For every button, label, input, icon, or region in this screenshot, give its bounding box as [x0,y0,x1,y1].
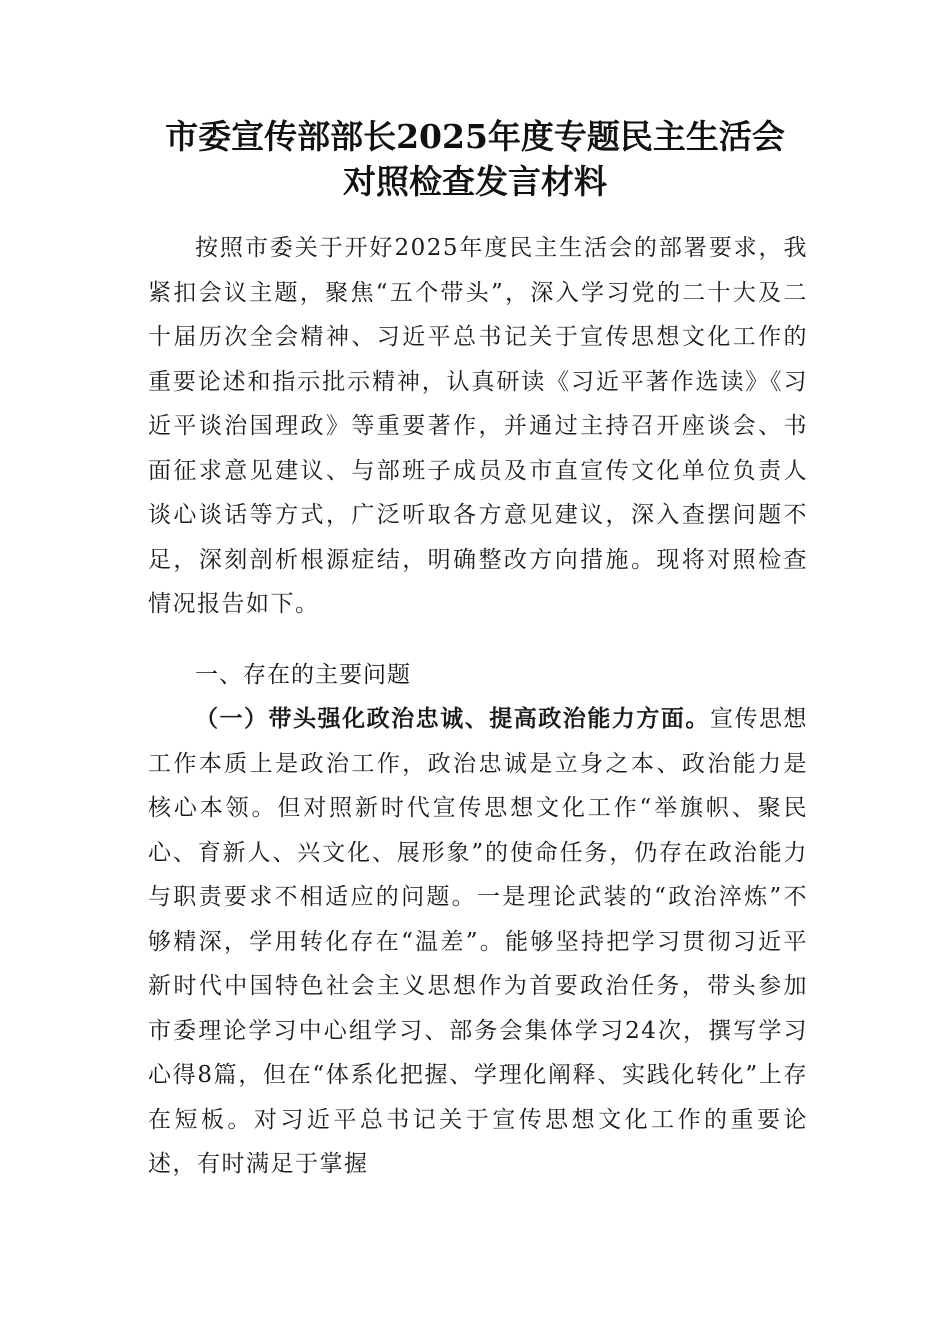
subsection-paragraph [148,697,808,1187]
subsection-body: 宣传思想工作本质上是政治工作，政治忠诚是立身之本、政治能力是核心本领。但对照新时代宣传思想文化工作“举旗帜、聚民心、育新人、兴文化、展形象”的使命任务，仍存在政治能力与职责要求不相适应的问题。一是理论武装的“政治淬炼”不够精深，学用转化存在“温差”。能够坚持把学习贯彻习近平新时代中国特色社会主义思想作为首要政治任务，带头参加市委理论学习中心组学习、部务会集体学习24次，撰写学习心得8篇，但在“体系化把握、学理化阐释、实践化转化”上存在短板。对习近平总书记关于宣传思想文化工作的重要论述，有时满足于掌握 [148,706,809,1177]
document-title-line-1: 市委宣传部部长2025年度专题民主生活会 [165,117,785,156]
intro-paragraph: 按照市委关于开好2025年度民主生活会的部署要求，我紧扣会议主题，聚焦“五个带头”，深入学习党的二十大及二十届历次全会精神、习近平总书记关于宣传思想文化工作的重要论述和指示批示精神，认真研读《习近平著作选读》《习近平谈治国理政》等重要著作，并通过主持召开座谈会、书面征求意见建议、与部班子成员及市直宣传文化单位负责人谈心谈话等方式，广泛听取各方意见建议，深入查摆问题不足，深刻剖析根源症结，明确整改方向措施。现将对照检查情况报告如下。 [148,235,808,617]
subsection-lead: （一）带头强化政治忠诚、提高政治能力方面。 [195,705,710,732]
document-title-line-2: 对照检查发言材料 [343,162,607,201]
section-heading: 一、存在的主要问题 [195,662,411,688]
